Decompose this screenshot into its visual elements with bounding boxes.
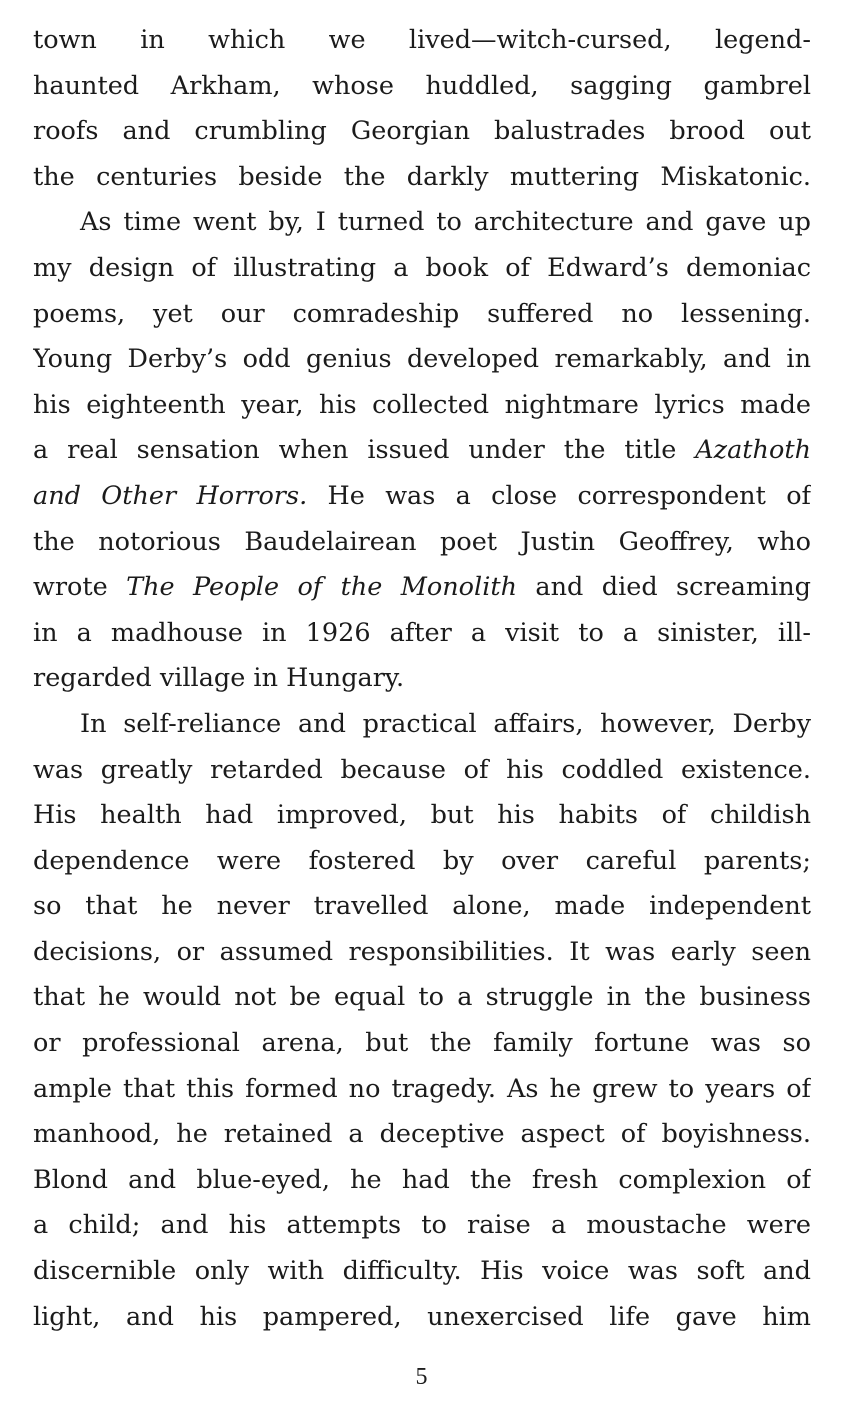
italic-title: The People of the Monolith: [126, 572, 518, 603]
text-line: discernible only with difficulty. His voice was soft and: [33, 1256, 811, 1287]
text-line: As time went by, I turned to architecture and gave up: [80, 207, 811, 238]
text-line: his eighteenth year, his collected nightmare lyrics made: [33, 389, 811, 420]
text-line: manhood, he retained a deceptive aspect of boyishness.: [33, 1119, 811, 1150]
text-line: regarded village in Hungary.: [33, 663, 405, 694]
text-line: light, and his pampered, unexercised life gave him: [33, 1301, 811, 1332]
text-line: or professional arena, but the family fortune was so: [33, 1028, 811, 1059]
text-line: In self-reliance and practical affairs, however, Derby: [80, 708, 811, 739]
italic-title: and Other Horrors.: [33, 480, 308, 511]
text-line: decisions, or assumed responsibilities. It was early seen: [33, 936, 811, 967]
text-line: Young Derby’s odd genius developed remarkably, and in: [33, 344, 811, 375]
text-run: and died screaming: [517, 572, 811, 603]
paragraph: [33, 702, 811, 1340]
text-line: Blond and blue-eyed, he had the fresh complexion of: [33, 1164, 811, 1195]
text-run: He was a close correspondent of: [307, 480, 811, 511]
paragraph: [33, 200, 811, 702]
text-line: dependence were fostered by over careful parents;: [33, 845, 811, 876]
page-body: [33, 18, 811, 1340]
text-line: [33, 565, 811, 611]
text-line: town in which we lived—witch-cursed, legend-: [33, 25, 811, 55]
text-line: in a madhouse in 1926 after a visit to a sinister, ill-: [33, 617, 811, 648]
text-line: the centuries beside the darkly muttering Miskatonic.: [33, 161, 811, 192]
page-number: 5: [415, 1364, 428, 1390]
text-line: was greatly retarded because of his coddled existence.: [33, 754, 811, 785]
text-line: ample that this formed no tragedy. As he grew to years of: [33, 1073, 811, 1104]
text-line: my design of illustrating a book of Edward’s demoniac: [33, 252, 811, 283]
text-run: a real sensation when issued under the title: [33, 435, 696, 466]
italic-title: Azathoth: [695, 435, 811, 466]
text-run: wrote: [33, 572, 127, 603]
text-line: the notorious Baudelairean poet Justin Geoffrey, who: [33, 526, 811, 557]
text-line: [33, 428, 811, 474]
text-line: haunted Arkham, whose huddled, sagging gambrel: [33, 70, 811, 101]
paragraph: [33, 18, 811, 200]
text-line: [33, 474, 811, 520]
text-line: so that he never travelled alone, made independent: [33, 891, 811, 922]
text-line: that he would not be equal to a struggle in the business: [33, 982, 811, 1013]
text-line: roofs and crumbling Georgian balustrades brood out: [33, 116, 811, 147]
text-line: a child; and his attempts to raise a moustache were: [33, 1210, 811, 1241]
text-line: His health had improved, but his habits of childish: [33, 800, 811, 831]
text-line: poems, yet our comradeship suffered no lessening.: [33, 298, 811, 329]
